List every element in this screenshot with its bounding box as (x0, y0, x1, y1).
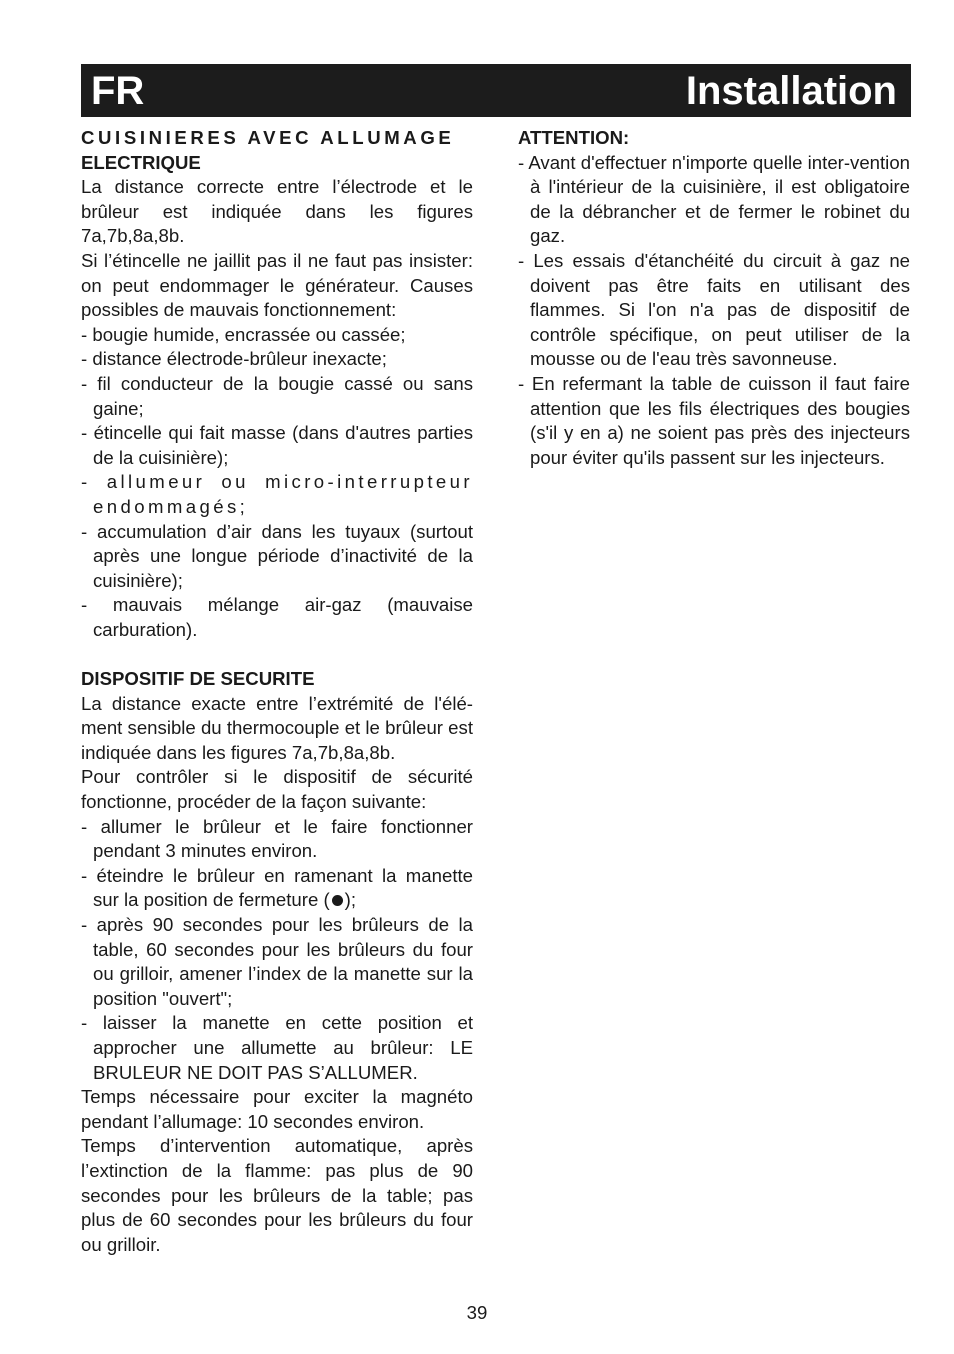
list-item: - étincelle qui fait masse (dans d'autres parties de la cuisinière); (81, 422, 473, 468)
list-item: - après 90 secondes pour les brûleurs de la table, 60 secondes pour les brûleurs du four ou grilloir, amener l’index de la manette sur la position "ouvert"; (81, 914, 473, 1009)
paragraph: La distance exacte entre l’extrémité de l'élé-ment sensible du thermocouple et le brûleur est indiquée dans les figures 7a,7b,8a,8b. (81, 692, 473, 763)
list-item: - laisser la manette en cette position et approcher une allumette au brûleur: LE BRULEUR NE DOIT PAS S’ALLUMER. (81, 1012, 473, 1083)
list-item: - distance électrode-brûleur inexacte; (81, 348, 387, 370)
paragraph: Pour contrôler si le dispositif de sécurité fonctionne, procéder de la façon suivante: (81, 766, 473, 813)
section-title-electric-ignition-line2: ELECTRIQUE (81, 151, 201, 173)
right-column (518, 126, 910, 470)
page-title: Installation (685, 69, 897, 113)
list-item-text: - éteindre le brûleur en ramenant la manette sur la position de fermeture ( (81, 864, 473, 911)
section-title-safety-device: DISPOSITIF DE SECURITE (81, 668, 315, 690)
list-item: - Avant d'effectuer n'importe quelle inter-vention à l'intérieur de la cuisinière, il est obligatoire de la débrancher et de fermer le robinet du gaz. (518, 151, 910, 247)
list-item: - Les essais d'étanchéité du circuit à gaz ne doivent pas être faits en utilisant des flammes. Si l'on n'a pas de dispositif de contrôle spécifique, on peut utiliser de la mousse ou de l'eau très savonneuse. (518, 249, 910, 370)
left-column (81, 126, 473, 1257)
list-item (81, 864, 473, 913)
language-label: FR (91, 69, 145, 113)
paragraph: La distance correcte entre l’électrode et le brûleur est indiquée dans les figures 7a,7b,8a,8b. (81, 176, 473, 247)
list-item: - En refermant la table de cuisson il faut faire attention que les fils électriques des bougies (s'il y en a) ne soient pas près des injecteurs pour éviter qu'ils passent sur les injecteurs. (518, 372, 910, 468)
page-header (81, 64, 911, 117)
page-number: 39 (466, 1302, 488, 1323)
list-item: - allumer le brûleur et le faire fonctionner pendant 3 minutes environ. (81, 815, 473, 862)
paragraph: Temps nécessaire pour exciter la magnéto pendant l’allumage: 10 secondes environ. (81, 1086, 473, 1132)
spacer (81, 642, 473, 667)
closed-position-icon (332, 895, 343, 906)
paragraph: Si l’étincelle ne jaillit pas il ne faut pas insister: on peut endommager le générateur. Causes possibles de mauvais fonctionnement: (81, 249, 473, 321)
list-item: - accumulation d’air dans les tuyaux (surtout après une longue période d’inactivité de la cuisinière); (81, 520, 473, 591)
list-item: - fil conducteur de la bougie cassé ou sans gaine; (81, 372, 473, 419)
list-item-text: ); (344, 889, 357, 911)
section-title-electric-ignition: CUISINIERES AVEC ALLUMAGE (81, 127, 455, 148)
list-item: - allumeur ou micro-interrupteur endommagés; (81, 471, 473, 517)
paragraph: Temps d’intervention automatique, après l’extinction de la flamme: pas plus de 90 secondes pour les brûleurs de la table; pas plus de 60 secondes pour les brûleurs du four ou grilloir. (81, 1135, 473, 1255)
list-item: - mauvais mélange air-gaz (mauvaise carburation). (81, 594, 473, 640)
list-item: - bougie humide, encrassée ou cassée; (81, 323, 406, 345)
attention-title: ATTENTION: (518, 127, 630, 148)
